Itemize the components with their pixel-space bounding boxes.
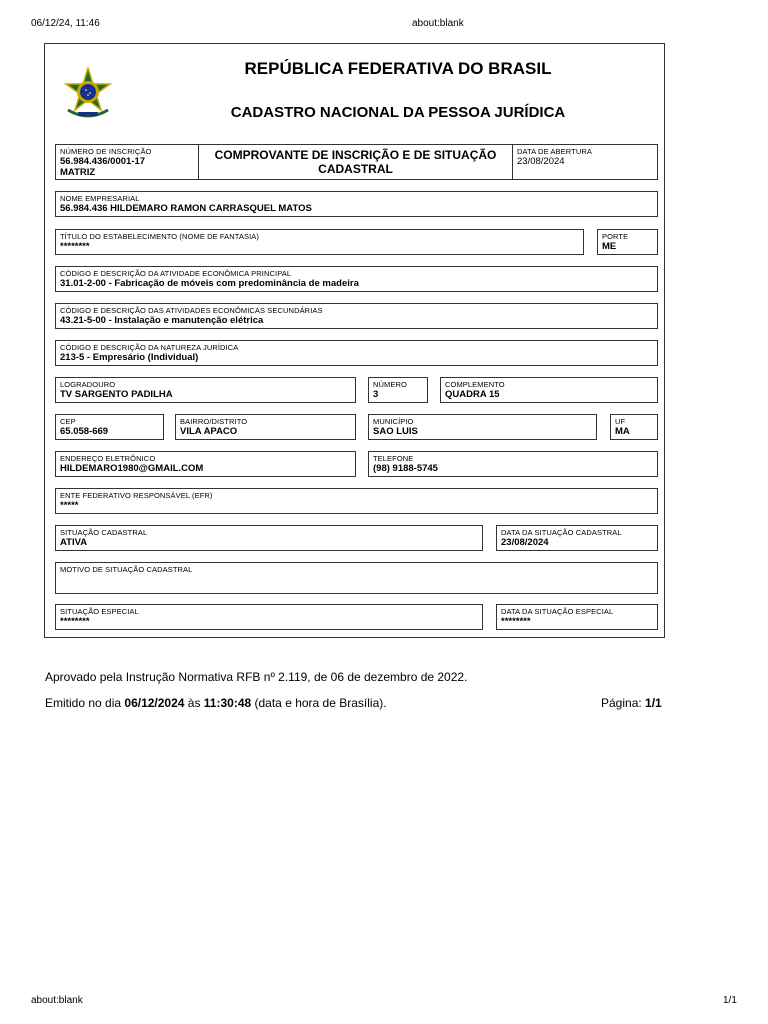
natureza-juridica-field [55, 340, 658, 366]
bairro-field [175, 414, 356, 440]
email-field [55, 451, 356, 477]
numero-inscricao-value: 56.984.436/0001-17 [60, 156, 146, 167]
emitted-text [45, 696, 387, 710]
efr-label: ENTE FEDERATIVO RESPONSÁVEL (EFR) [60, 491, 213, 500]
porte-field [597, 229, 658, 255]
atividades-secundarias-label: CÓDIGO E DESCRIÇÃO DAS ATIVIDADES ECONÔMICAS SECUNDÁRIAS [60, 306, 323, 315]
data-abertura-value: 23/08/2024 [517, 156, 565, 167]
print-datetime: 06/12/24, 11:46 [31, 18, 100, 29]
titulo-estabelecimento-field [55, 229, 584, 255]
approval-text: Aprovado pela Instrução Normativa RFB nº 2.119, de 06 de dezembro de 2022. [45, 670, 468, 684]
numero-value: 3 [373, 389, 379, 400]
data-situacao-especial-field [496, 604, 658, 630]
emitted-time: 11:30:48 [203, 696, 252, 710]
efr-value: ***** [60, 500, 79, 511]
atividade-principal-value: 31.01-2-00 - Fabricação de móveis com predominância de madeira [60, 278, 359, 289]
cep-value: 65.058-669 [60, 426, 109, 437]
telefone-value: (98) 9188-5745 [373, 463, 438, 474]
municipio-field [368, 414, 597, 440]
situacao-especial-value: ******** [60, 616, 90, 627]
email-value: HILDEMARO1980@GMAIL.COM [60, 463, 204, 474]
porte-value: ME [602, 241, 617, 252]
complemento-field [440, 377, 658, 403]
data-situacao-cadastral-label: DATA DA SITUAÇÃO CADASTRAL [501, 528, 622, 537]
titulo-estabelecimento-label: TÍTULO DO ESTABELECIMENTO (NOME DE FANTASIA) [60, 232, 260, 241]
uf-value: MA [615, 426, 630, 437]
logradouro-field [55, 377, 356, 403]
document-subtitle: CADASTRO NACIONAL DA PESSOA JURÍDICA [230, 104, 566, 121]
emitted-mid: às [184, 696, 204, 710]
municipio-label: MUNICÍPIO [373, 417, 414, 426]
atividade-principal-field [55, 266, 658, 292]
atividades-secundarias-value: 43.21-5-00 - Instalação e manutenção elétrica [60, 315, 264, 326]
porte-label: PORTE [602, 232, 629, 241]
comprovante-title: COMPROVANTE DE INSCRIÇÃO E DE SITUAÇÃO CADASTRAL [198, 144, 513, 180]
numero-label: NÚMERO [373, 380, 407, 389]
cep-field [55, 414, 164, 440]
email-label: ENDEREÇO ELETRÔNICO [60, 454, 156, 463]
data-situacao-cadastral-value: 23/08/2024 [501, 537, 549, 548]
emitted-suffix: (data e hora de Brasília). [251, 696, 387, 710]
motivo-situacao-field [55, 562, 658, 594]
print-url: about:blank [31, 995, 83, 1006]
logradouro-value: TV SARGENTO PADILHA [60, 389, 173, 400]
complemento-value: QUADRA 15 [445, 389, 500, 400]
situacao-cadastral-label: SITUAÇÃO CADASTRAL [60, 528, 148, 537]
cep-label: CEP [60, 417, 76, 426]
data-abertura-label: DATA DE ABERTURA [517, 147, 592, 156]
natureza-juridica-value: 213-5 - Empresário (Individual) [60, 352, 199, 363]
data-situacao-cadastral-field [496, 525, 658, 551]
nome-empresarial-field [55, 191, 658, 217]
efr-field [55, 488, 658, 514]
uf-field [610, 414, 658, 440]
data-situacao-especial-value: ******** [501, 616, 531, 627]
motivo-situacao-label: MOTIVO DE SITUAÇÃO CADASTRAL [60, 565, 193, 574]
telefone-field [368, 451, 658, 477]
natureza-juridica-label: CÓDIGO E DESCRIÇÃO DA NATUREZA JURÍDICA [60, 343, 239, 352]
data-abertura-field [512, 144, 658, 180]
nome-empresarial-value: 56.984.436 HILDEMARO RAMON CARRASQUEL MATOS [60, 203, 312, 214]
data-situacao-especial-label: DATA DA SITUAÇÃO ESPECIAL [501, 607, 614, 616]
telefone-label: TELEFONE [373, 454, 414, 463]
logradouro-label: LOGRADOURO [60, 380, 116, 389]
situacao-especial-label: SITUAÇÃO ESPECIAL [60, 607, 139, 616]
nome-empresarial-label: NOME EMPRESARIAL [60, 194, 140, 203]
numero-field [368, 377, 428, 403]
emitted-date: 06/12/2024 [124, 696, 185, 710]
situacao-cadastral-field [55, 525, 483, 551]
complemento-label: COMPLEMENTO [445, 380, 505, 389]
page-value: 1/1 [645, 696, 662, 710]
situacao-cadastral-value: ATIVA [60, 537, 88, 548]
bairro-value: VILA APACO [180, 426, 238, 437]
print-title: about:blank [412, 18, 464, 29]
titulo-estabelecimento-value: ******** [60, 241, 90, 252]
situacao-especial-field [55, 604, 483, 630]
numero-inscricao-label: NÚMERO DE INSCRIÇÃO [60, 147, 152, 156]
numero-inscricao-type: MATRIZ [60, 167, 96, 178]
page-label: Página: [601, 696, 646, 710]
page-indicator [601, 696, 662, 710]
bairro-label: BAIRRO/DISTRITO [180, 417, 248, 426]
uf-label: UF [615, 417, 626, 426]
atividades-secundarias-field [55, 303, 658, 329]
atividade-principal-label: CÓDIGO E DESCRIÇÃO DA ATIVIDADE ECONÔMICA PRINCIPAL [60, 269, 292, 278]
municipio-value: SAO LUIS [373, 426, 418, 437]
print-page: 1/1 [723, 995, 737, 1006]
emitted-prefix: Emitido no dia [45, 696, 125, 710]
numero-inscricao-field [55, 144, 199, 180]
document-title: REPÚBLICA FEDERATIVA DO BRASIL [244, 59, 552, 78]
